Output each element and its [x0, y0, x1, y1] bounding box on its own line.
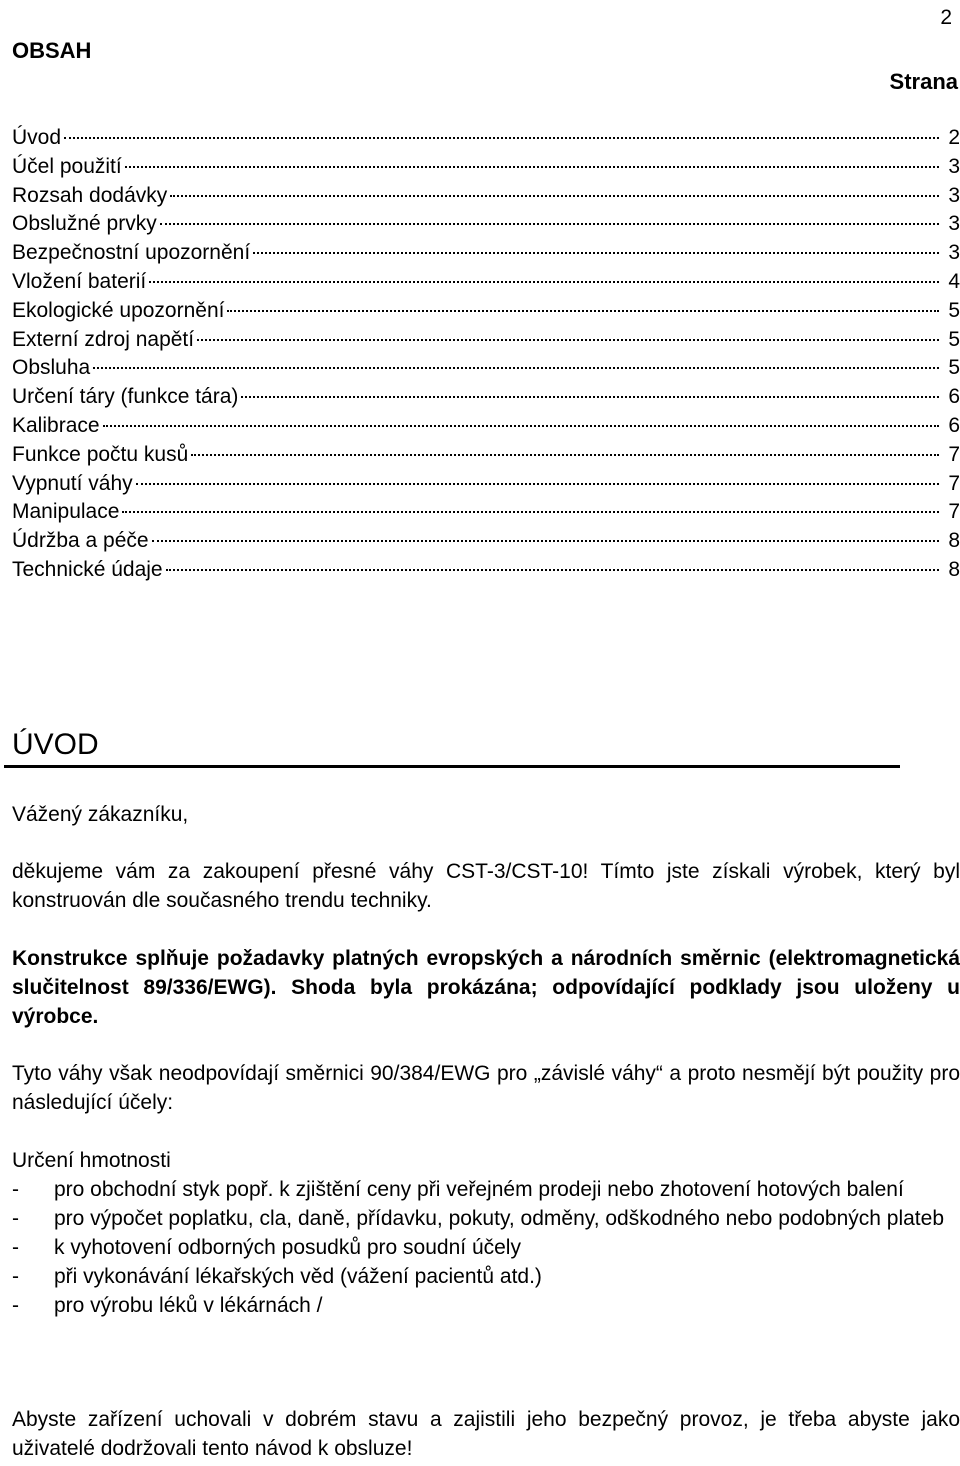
- list-item: [12, 1175, 960, 1204]
- list-item-text: pro výrobu léků v lékárnách /: [54, 1294, 323, 1317]
- toc-entry-page: 5: [948, 298, 960, 322]
- toc-entry-page: 2: [948, 126, 960, 149]
- toc-dot-leader: [149, 281, 939, 283]
- list-item-text: k vyhotovení odborných posudků pro soudní účely: [54, 1236, 521, 1259]
- toc-entry-label: Manipulace: [12, 500, 120, 524]
- prohibited-uses-list: [12, 1175, 960, 1320]
- toc-entry-label: Údržba a péče: [12, 529, 149, 553]
- toc-entry[interactable]: [12, 268, 960, 297]
- list-dash-marker: -: [12, 1178, 19, 1201]
- toc-dot-leader: [136, 483, 939, 485]
- toc-entry[interactable]: [12, 182, 960, 211]
- toc-entry-page: 3: [948, 154, 960, 178]
- toc-dot-leader: [191, 454, 939, 456]
- toc-dot-leader: [125, 166, 939, 168]
- toc-entry[interactable]: [12, 470, 960, 499]
- toc-entry-label: Kalibrace: [12, 413, 100, 437]
- toc-entry-page: 3: [948, 241, 960, 265]
- toc-entry[interactable]: [12, 210, 960, 239]
- toc-entry-page: 7: [948, 471, 960, 495]
- list-dash-marker: -: [12, 1236, 19, 1259]
- list-item-text: při vykonávání lékařských věd (vážení pacientů atd.): [54, 1265, 542, 1288]
- section-heading: ÚVOD: [12, 728, 99, 761]
- list-item: [12, 1291, 960, 1320]
- list-item: [12, 1262, 960, 1291]
- greeting: Vážený zákazníku,: [12, 803, 189, 826]
- toc-entry-page: 7: [948, 442, 960, 466]
- page-number: 2: [940, 6, 952, 29]
- toc-entry-page: 3: [948, 212, 960, 236]
- toc-dot-leader: [197, 339, 939, 341]
- list-dash-marker: -: [12, 1294, 19, 1317]
- toc-entry-page: 8: [948, 557, 960, 581]
- toc-entry-label: Rozsah dodávky: [12, 183, 168, 207]
- toc-dot-leader: [122, 511, 939, 513]
- toc-dot-leader: [227, 310, 939, 312]
- table-of-contents: [12, 124, 960, 585]
- toc-entry-label: Technické údaje: [12, 557, 163, 581]
- toc-entry[interactable]: [12, 354, 960, 383]
- toc-dot-leader: [160, 223, 939, 225]
- toc-entry-label: Vložení baterií: [12, 269, 147, 293]
- toc-entry[interactable]: [12, 556, 960, 585]
- toc-entry-page: 7: [948, 500, 960, 524]
- heading-underline: [4, 765, 900, 768]
- toc-entry-page: 4: [948, 269, 960, 293]
- toc-entry[interactable]: [12, 124, 960, 153]
- toc-dot-leader: [170, 195, 939, 197]
- list-item: [12, 1204, 960, 1233]
- toc-entry[interactable]: [12, 527, 960, 556]
- toc-dot-leader: [93, 367, 939, 369]
- toc-dot-leader: [103, 425, 939, 427]
- toc-title: OBSAH: [12, 38, 92, 63]
- toc-entry-page: 5: [948, 356, 960, 380]
- toc-dot-leader: [152, 540, 939, 542]
- toc-page-column-label: Strana: [889, 69, 958, 94]
- list-dash-marker: -: [12, 1207, 19, 1230]
- toc-entry-page: 6: [948, 413, 960, 437]
- list-item: [12, 1233, 960, 1262]
- list-dash-marker: -: [12, 1265, 19, 1288]
- toc-entry-page: 8: [948, 529, 960, 553]
- thanks-paragraph: děkujeme vám za zakoupení přesné váhy CST-3/CST-10! Tímto jste získali výrobek, který byl konstruován dle současného trendu techniky.: [12, 860, 960, 912]
- toc-entry-label: Bezpečnostní upozornění: [12, 241, 251, 265]
- toc-dot-leader: [64, 137, 939, 139]
- toc-entry[interactable]: [12, 412, 960, 441]
- toc-dot-leader: [241, 396, 939, 398]
- toc-entry-label: Určení táry (funkce tára): [12, 385, 239, 409]
- toc-entry[interactable]: [12, 498, 960, 527]
- toc-dot-leader: [166, 569, 939, 571]
- restriction-paragraph: Tyto váhy však neodpovídají směrnici 90/384/EWG pro „závislé váhy“ a proto nesmějí být použity pro následující účely:: [12, 1062, 960, 1114]
- toc-entry-label: Účel použití: [12, 154, 122, 178]
- toc-entry-label: Ekologické upozornění: [12, 298, 225, 322]
- toc-entry[interactable]: [12, 297, 960, 326]
- toc-entry-page: 6: [948, 385, 960, 409]
- toc-entry[interactable]: [12, 383, 960, 412]
- toc-entry-label: Obsluha: [12, 356, 91, 380]
- toc-entry[interactable]: [12, 153, 960, 182]
- toc-entry[interactable]: [12, 326, 960, 355]
- list-item-text: pro výpočet poplatku, cla, daně, přídavku, pokuty, odměny, odškodného nebo podobných plateb: [54, 1207, 944, 1230]
- conformity-paragraph: Konstrukce splňuje požadavky platných evropských a národních směrnic (elektromagnetická slučitelnost 89/336/EWG). Shoda byla prokázána; odpovídající podklady jsou uloženy u výrobce.: [12, 947, 960, 1028]
- toc-entry-label: Vypnutí váhy: [12, 471, 133, 495]
- toc-entry[interactable]: [12, 441, 960, 470]
- closing-paragraph: Abyste zařízení uchovali v dobrém stavu a zajistili jeho bezpečný provoz, je třeba abyste jako uživatelé dodržovali tento návod k obsluze!: [12, 1408, 960, 1460]
- toc-entry-label: Funkce počtu kusů: [12, 442, 189, 466]
- toc-entry[interactable]: [12, 239, 960, 268]
- list-item-text: pro obchodní styk popř. k zjištění ceny při veřejném prodeji nebo zhotovení hotových balení: [54, 1178, 904, 1201]
- toc-dot-leader: [253, 252, 939, 254]
- toc-entry-label: Obslužné prvky: [12, 212, 157, 236]
- toc-entry-page: 5: [948, 327, 960, 351]
- toc-entry-label: Úvod: [12, 126, 62, 149]
- toc-entry-label: Externí zdroj napětí: [12, 327, 195, 351]
- toc-entry-page: 3: [948, 183, 960, 207]
- prohibited-uses-title: Určení hmotnosti: [12, 1149, 171, 1172]
